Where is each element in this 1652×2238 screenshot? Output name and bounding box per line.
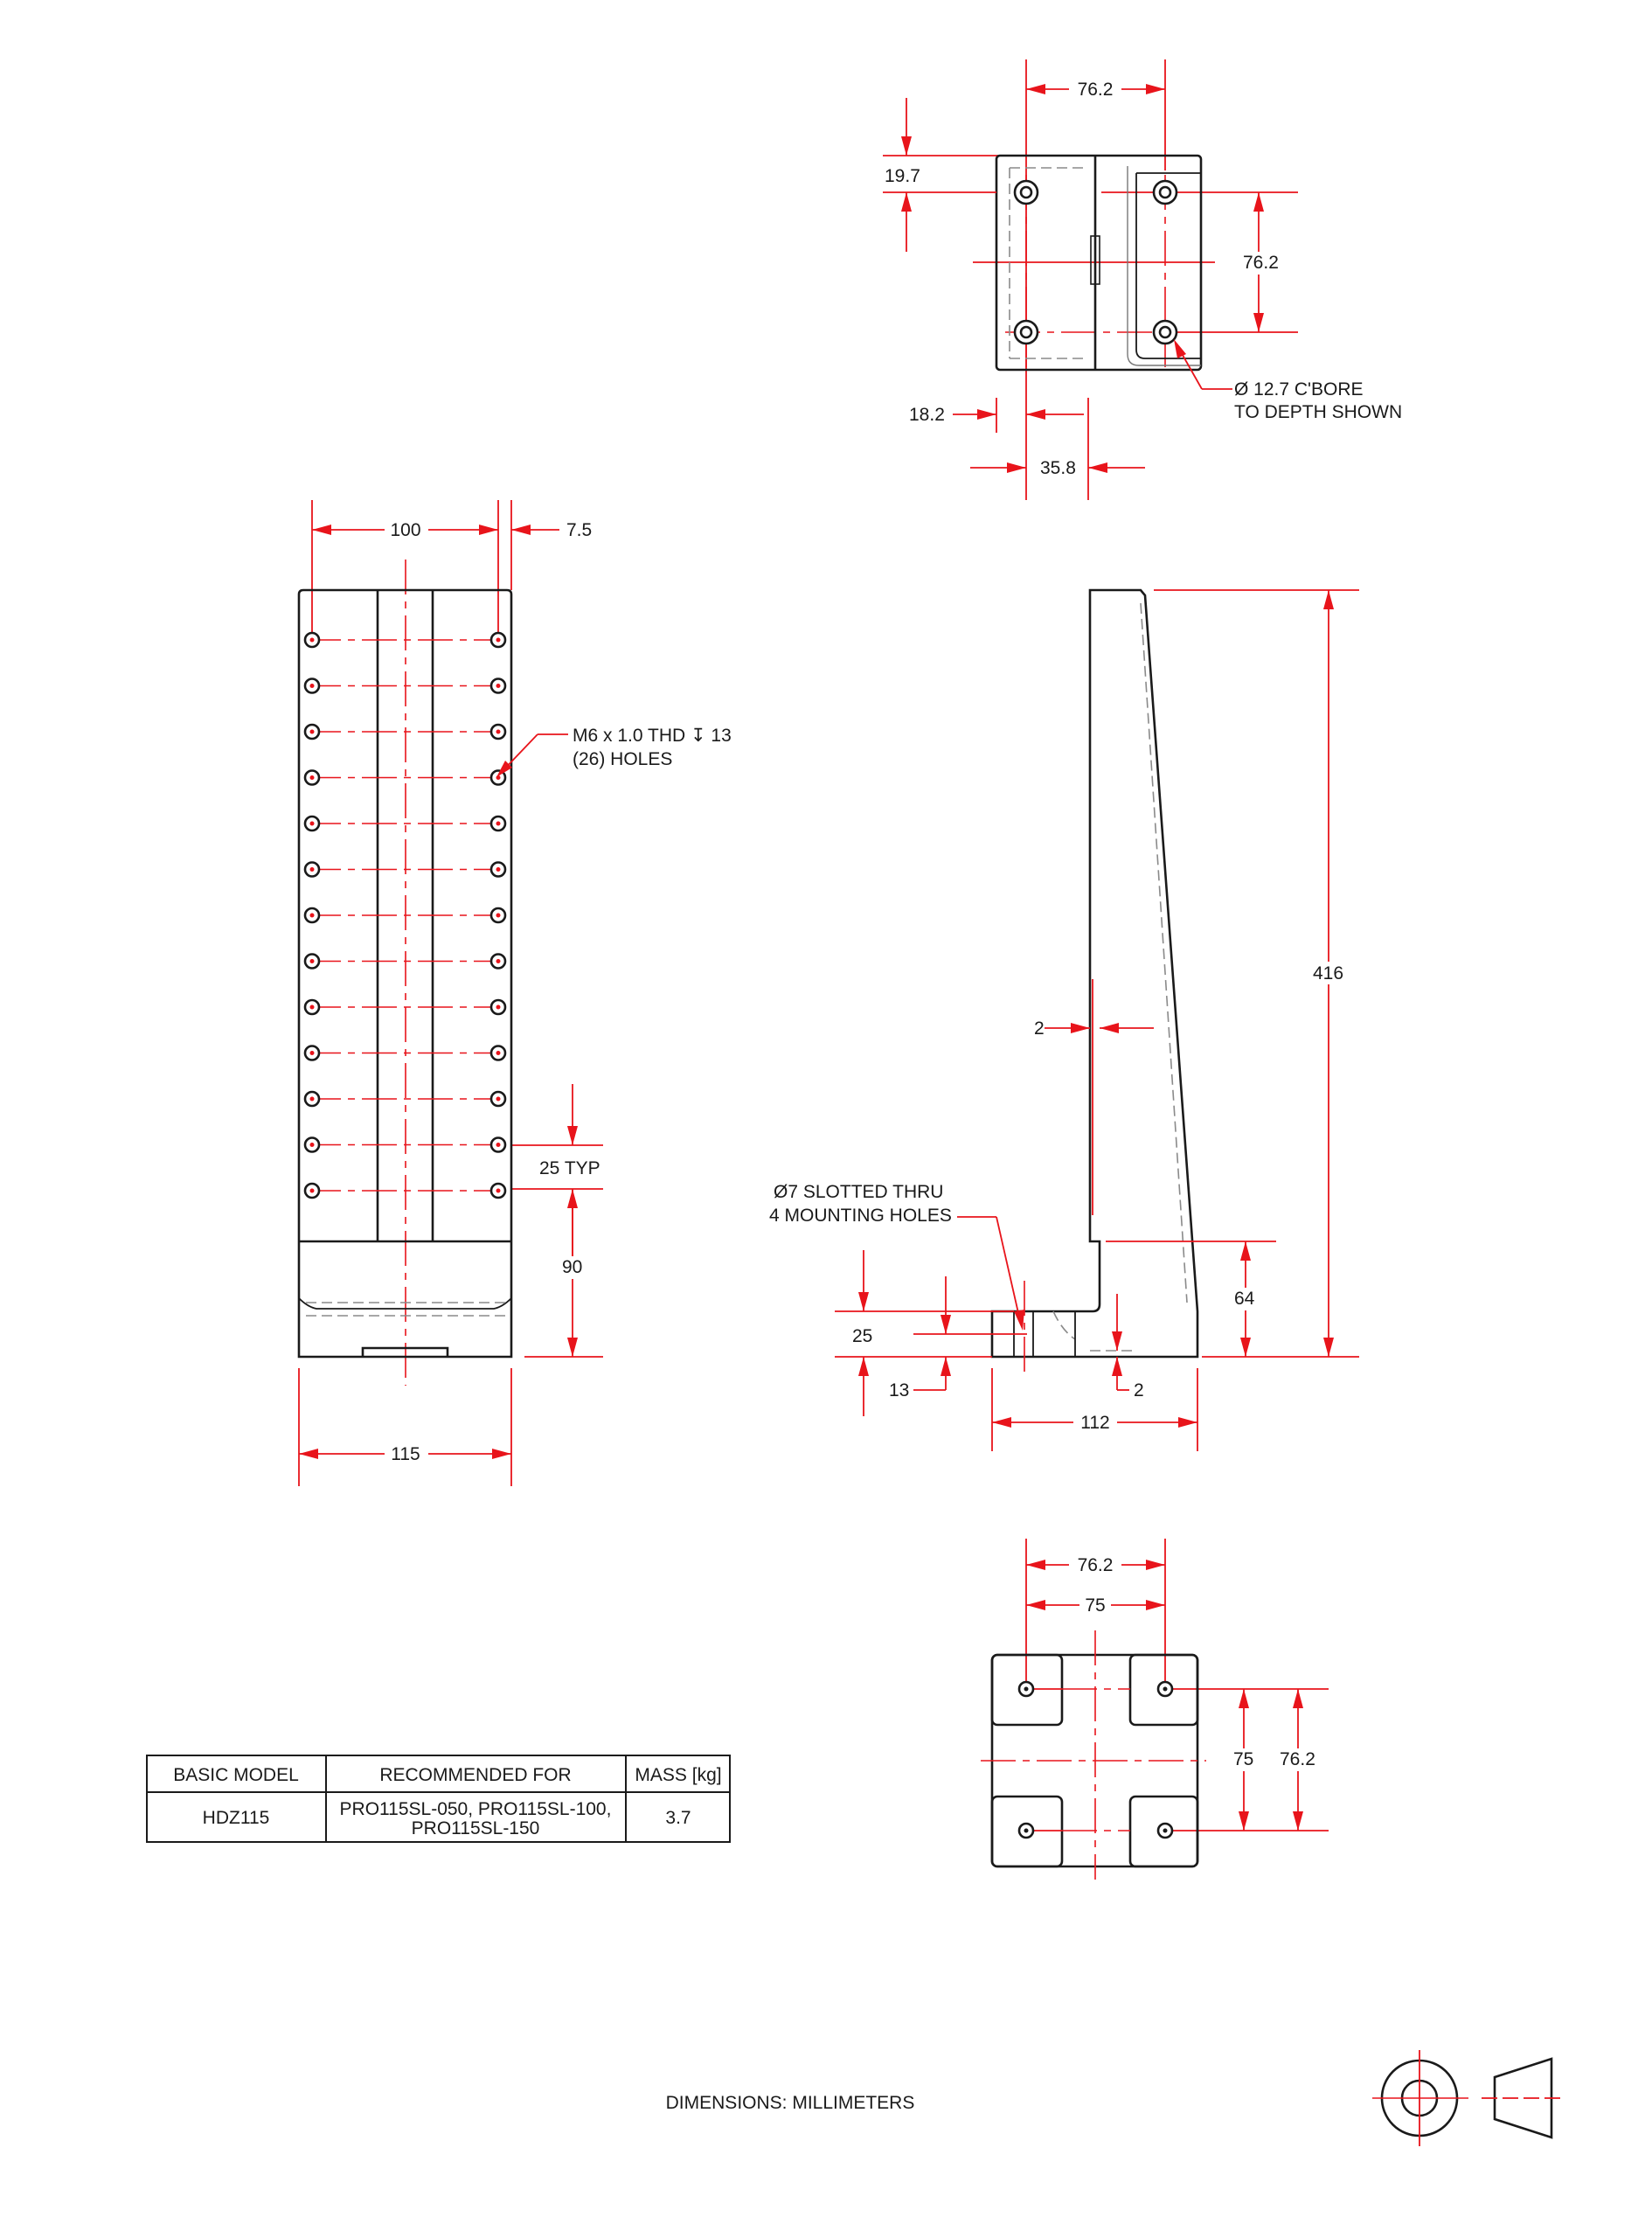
cbore-hole — [1154, 181, 1177, 204]
front-view — [299, 500, 732, 1486]
threaded-hole-center — [310, 775, 315, 780]
threaded-hole-center — [310, 867, 315, 872]
threaded-hole-center — [496, 822, 501, 826]
side-dim-13: 13 — [889, 1380, 910, 1400]
bottom-dim-76-2-vertical: 76.2 — [1280, 1749, 1315, 1769]
mounting-hole — [1158, 1682, 1172, 1696]
slot-note-line2: 4 MOUNTING HOLES — [769, 1206, 952, 1226]
units-note: DIMENSIONS: MILLIMETERS — [665, 2093, 915, 2113]
threaded-hole-center — [310, 1143, 315, 1147]
side-dim-25: 25 — [852, 1326, 873, 1346]
top-dim-35-8: 35.8 — [1040, 458, 1076, 478]
threaded-hole-center — [310, 822, 315, 826]
cbore-hole — [1015, 181, 1038, 204]
cbore-note-line1: Ø 12.7 C'BORE — [1234, 379, 1364, 400]
table-header-recommended: RECOMMENDED FOR — [379, 1765, 572, 1785]
table-header-model: BASIC MODEL — [173, 1765, 299, 1785]
threaded-hole-center — [310, 1189, 315, 1193]
top-dim-76-2-vertical: 76.2 — [1243, 253, 1279, 273]
top-dim-76-2: 76.2 — [1077, 80, 1114, 100]
top-dim-18-2: 18.2 — [909, 405, 945, 425]
threaded-hole-center — [496, 867, 501, 872]
threaded-hole-center — [496, 1143, 501, 1147]
front-dim-115: 115 — [391, 1444, 420, 1464]
threaded-hole-center — [496, 1051, 501, 1055]
front-dim-90: 90 — [562, 1257, 583, 1277]
third-angle-projection-icon — [1372, 2050, 1565, 2146]
top-dim-19-7: 19.7 — [885, 166, 920, 186]
mounting-hole — [1019, 1682, 1033, 1696]
table-cell-recommended-line1: PRO115SL-050, PRO115SL-100, — [339, 1799, 612, 1819]
threaded-hole-center — [496, 1005, 501, 1010]
threaded-hole-center — [310, 914, 315, 918]
model-table — [147, 1755, 730, 1842]
threaded-hole-center — [496, 638, 501, 643]
side-view — [769, 590, 1359, 1451]
front-dim-7-5: 7.5 — [566, 520, 593, 540]
threaded-hole-center — [496, 684, 501, 688]
side-dim-112: 112 — [1080, 1413, 1110, 1433]
threaded-hole-center — [310, 959, 315, 963]
threaded-hole-center — [310, 684, 315, 688]
threaded-hole-center — [496, 959, 501, 963]
slot-note-line1: Ø7 SLOTTED THRU — [774, 1182, 944, 1202]
table-header-mass: MASS [kg] — [635, 1765, 722, 1785]
bottom-dim-75: 75 — [1085, 1595, 1106, 1616]
bottom-view — [981, 1539, 1329, 1880]
mounting-hole — [1019, 1824, 1033, 1838]
threaded-hole-center — [310, 1051, 315, 1055]
threaded-hole-center — [496, 1189, 501, 1193]
threaded-hole-center — [310, 638, 315, 643]
mounting-hole — [1158, 1824, 1172, 1838]
cbore-hole — [1015, 321, 1038, 344]
table-cell-mass: 3.7 — [665, 1808, 691, 1828]
top-view — [883, 59, 1402, 500]
threaded-hole-center — [496, 730, 501, 734]
bottom-dim-75-vertical: 75 — [1233, 1749, 1254, 1769]
cbore-note-line2: TO DEPTH SHOWN — [1234, 402, 1403, 422]
side-dim-416: 416 — [1313, 963, 1344, 983]
thread-note-line1: M6 x 1.0 THD ↧ 13 — [573, 726, 732, 746]
front-dim-25-typ: 25 TYP — [539, 1158, 600, 1178]
threaded-hole-center — [310, 1005, 315, 1010]
cbore-hole — [1154, 321, 1177, 344]
side-dim-64: 64 — [1234, 1289, 1255, 1309]
threaded-hole-center — [310, 1097, 315, 1102]
bottom-dim-76-2: 76.2 — [1077, 1555, 1114, 1575]
table-cell-model: HDZ115 — [202, 1808, 270, 1828]
threaded-hole-center — [496, 1097, 501, 1102]
side-dim-2-foot: 2 — [1134, 1380, 1144, 1400]
threaded-hole-center — [496, 914, 501, 918]
table-cell-recommended-line2: PRO115SL-150 — [411, 1818, 540, 1838]
front-dim-100: 100 — [390, 520, 421, 540]
thread-note-line2: (26) HOLES — [573, 749, 673, 769]
side-dim-2-wall: 2 — [1034, 1018, 1045, 1039]
threaded-hole-center — [310, 730, 315, 734]
